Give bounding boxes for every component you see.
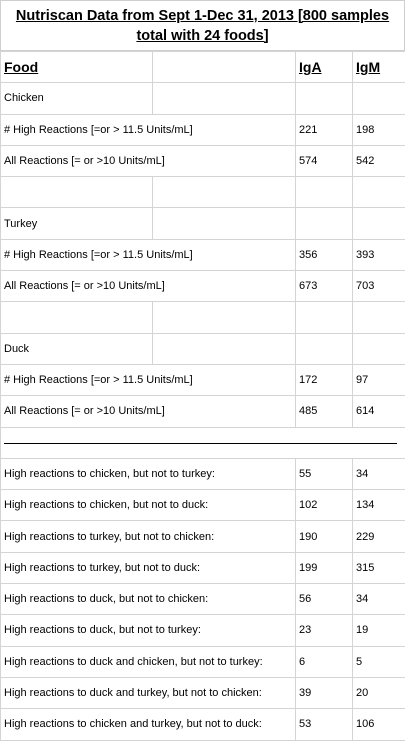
- section-name: Chicken: [1, 83, 153, 114]
- iga-value: 53: [296, 709, 353, 740]
- comparison-row: [1, 646, 405, 677]
- iga-value: 102: [296, 490, 353, 521]
- igm-value: 229: [353, 521, 405, 552]
- table-row: [1, 145, 405, 176]
- row-label: High reactions to turkey, but not to duck:: [1, 552, 296, 583]
- igm-value: 614: [353, 396, 405, 427]
- comparison-row: [1, 490, 405, 521]
- spacer-row: [1, 302, 405, 333]
- comparison-row: [1, 521, 405, 552]
- section-row: [1, 208, 405, 239]
- divider-row: [1, 427, 405, 458]
- header-iga: IgA: [296, 52, 353, 83]
- igm-value: 542: [353, 145, 405, 176]
- igm-value: 315: [353, 552, 405, 583]
- igm-value: 198: [353, 114, 405, 145]
- row-label: High reactions to chicken, but not to turkey:: [1, 458, 296, 489]
- iga-value: 190: [296, 521, 353, 552]
- header-blank: [153, 52, 296, 83]
- row-label: # High Reactions [=or > 11.5 Units/mL]: [1, 364, 296, 395]
- comparison-row: [1, 677, 405, 708]
- iga-value: 39: [296, 677, 353, 708]
- igm-value: 34: [353, 584, 405, 615]
- row-label: High reactions to duck and chicken, but not to turkey:: [1, 646, 296, 677]
- section-row: [1, 83, 405, 114]
- row-label: High reactions to duck, but not to chicken:: [1, 584, 296, 615]
- row-label: # High Reactions [=or > 11.5 Units/mL]: [1, 114, 296, 145]
- section-name: Turkey: [1, 208, 153, 239]
- igm-value: 134: [353, 490, 405, 521]
- iga-value: 356: [296, 239, 353, 270]
- header-igm: IgM: [353, 52, 405, 83]
- iga-value: 23: [296, 615, 353, 646]
- igm-value: 106: [353, 709, 405, 740]
- table-row: [1, 271, 405, 302]
- iga-value: 485: [296, 396, 353, 427]
- iga-value: 172: [296, 364, 353, 395]
- data-table: [0, 51, 405, 741]
- table-row: [1, 114, 405, 145]
- igm-value: 97: [353, 364, 405, 395]
- row-label: High reactions to chicken, but not to duck:: [1, 490, 296, 521]
- row-label: All Reactions [= or >10 Units/mL]: [1, 396, 296, 427]
- igm-value: 703: [353, 271, 405, 302]
- iga-value: 673: [296, 271, 353, 302]
- iga-value: 199: [296, 552, 353, 583]
- iga-value: 6: [296, 646, 353, 677]
- header-row: [1, 52, 405, 83]
- row-label: High reactions to chicken and turkey, but not to duck:: [1, 709, 296, 740]
- igm-value: 19: [353, 615, 405, 646]
- igm-value: 20: [353, 677, 405, 708]
- igm-value: 5: [353, 646, 405, 677]
- divider-line: [4, 443, 397, 444]
- comparison-row: [1, 709, 405, 740]
- table-row: [1, 396, 405, 427]
- comparison-row: [1, 584, 405, 615]
- table-row: [1, 364, 405, 395]
- section-row: [1, 333, 405, 364]
- iga-value: 55: [296, 458, 353, 489]
- row-label: # High Reactions [=or > 11.5 Units/mL]: [1, 239, 296, 270]
- row-label: High reactions to duck and turkey, but not to chicken:: [1, 677, 296, 708]
- row-label: All Reactions [= or >10 Units/mL]: [1, 145, 296, 176]
- section-name: Duck: [1, 333, 153, 364]
- igm-value: 34: [353, 458, 405, 489]
- comparison-row: [1, 458, 405, 489]
- row-label: High reactions to duck, but not to turkey:: [1, 615, 296, 646]
- table-title: Nutriscan Data from Sept 1-Dec 31, 2013 [800 samples total with 24 foods]: [0, 0, 405, 51]
- igm-value: 393: [353, 239, 405, 270]
- comparison-row: [1, 552, 405, 583]
- iga-value: 221: [296, 114, 353, 145]
- row-label: High reactions to turkey, but not to chicken:: [1, 521, 296, 552]
- iga-value: 574: [296, 145, 353, 176]
- header-food: Food: [1, 52, 153, 83]
- row-label: All Reactions [= or >10 Units/mL]: [1, 271, 296, 302]
- table-row: [1, 239, 405, 270]
- iga-value: 56: [296, 584, 353, 615]
- comparison-row: [1, 615, 405, 646]
- spacer-row: [1, 177, 405, 208]
